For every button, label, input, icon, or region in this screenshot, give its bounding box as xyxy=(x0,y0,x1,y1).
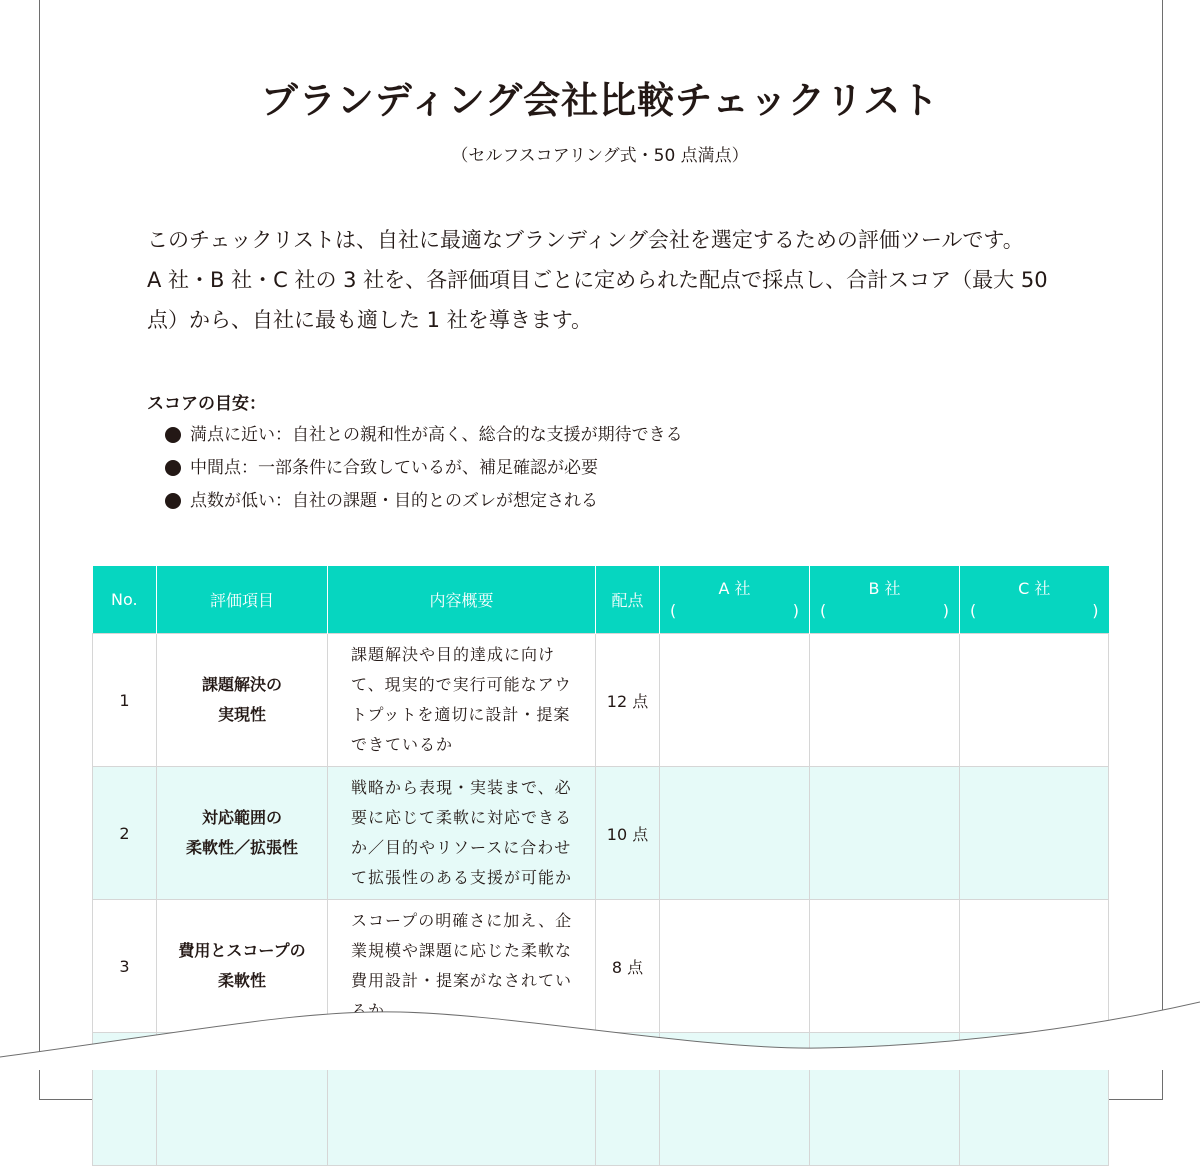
intro-line: A 社・B 社・C 社の 3 社を、各評価項目ごとに定められた配点で採点し、合計スコア（最大 50 xyxy=(147,268,1048,292)
score-cell-c[interactable] xyxy=(960,767,1109,900)
intro-text xyxy=(147,220,1067,340)
score-guide-item xyxy=(165,488,683,521)
row-item-line: 課題解決の xyxy=(201,675,282,694)
company-name-blank xyxy=(660,600,809,622)
paren-close: ) xyxy=(1092,600,1099,620)
table-row xyxy=(93,634,1109,767)
company-name-blank xyxy=(810,600,959,622)
row-number: 3 xyxy=(93,900,157,1033)
header-no: No. xyxy=(93,566,157,634)
page-title: ブランディング会社比較チェックリスト xyxy=(260,79,940,122)
intro-line: このチェックリストは、自社に最適なブランディング会社を選定するための評価ツールです。 xyxy=(147,228,1024,252)
score-guide-text: 満点に近い：自社との親和性が高く、総合的な支援が期待できる xyxy=(190,425,683,445)
header-company-a xyxy=(660,566,810,634)
company-name: A 社 xyxy=(718,578,751,598)
header-points: 配点 xyxy=(596,566,660,634)
row-item-line: 実現性 xyxy=(217,705,266,724)
paren-close: ) xyxy=(792,600,799,620)
table-header-row xyxy=(93,566,1109,634)
row-points: 8 点 xyxy=(596,900,660,1033)
page-subtitle: （セルフスコアリング式・50 点満点） xyxy=(451,146,749,166)
paren-open: ( xyxy=(670,600,677,620)
row-item-line: 柔軟性／拡張性 xyxy=(185,838,298,857)
score-cell-a[interactable] xyxy=(660,767,810,900)
score-guide-title: スコアの目安： xyxy=(147,394,266,414)
row-desc: 課題解決や目的達成に向けて、現実的で実行可能なアウトプットを適切に設計・提案できているか xyxy=(328,634,596,767)
row-points: 10 点 xyxy=(596,767,660,900)
paren-open: ( xyxy=(970,600,977,620)
bullet-dot-icon xyxy=(165,427,181,443)
score-guide-text: 中間点：一部条件に合致しているが、補足確認が必要 xyxy=(190,458,598,478)
paren-open: ( xyxy=(820,600,827,620)
score-guide-item xyxy=(165,422,683,455)
company-name-blank xyxy=(960,600,1109,622)
bullet-dot-icon xyxy=(165,493,181,509)
company-name: C 社 xyxy=(1018,578,1051,598)
intro-line: 点）から、自社に最も適した 1 社を導きます。 xyxy=(147,308,593,332)
row-item xyxy=(157,634,328,767)
header-company-c xyxy=(960,566,1109,634)
header-company-b xyxy=(810,566,960,634)
row-desc: スコープの明確さに加え、企業規模や課題に応じた柔軟な費用設計・提案がなされているか xyxy=(328,900,596,1033)
score-cell-b[interactable] xyxy=(810,634,960,767)
header-desc: 内容概要 xyxy=(328,566,596,634)
table-row xyxy=(93,767,1109,900)
company-name: B 社 xyxy=(868,578,901,598)
row-item-line: 対応範囲の xyxy=(201,808,282,827)
row-item-line: 柔軟性 xyxy=(217,971,266,990)
header-item: 評価項目 xyxy=(157,566,328,634)
page-fade-wave xyxy=(0,990,1200,1070)
score-cell-b[interactable] xyxy=(810,767,960,900)
comparison-table xyxy=(92,566,1109,1166)
row-points: 12 点 xyxy=(596,634,660,767)
row-item-line: 費用とスコープの xyxy=(178,941,306,960)
score-cell-c[interactable] xyxy=(960,634,1109,767)
bullet-dot-icon xyxy=(165,460,181,476)
row-desc: 戦略から表現・実装まで、必要に応じて柔軟に対応できるか／目的やリソースに合わせて拡張性のある支援が可能か xyxy=(328,767,596,900)
row-item xyxy=(157,767,328,900)
score-cell-a[interactable] xyxy=(660,634,810,767)
row-number: 2 xyxy=(93,767,157,900)
paren-close: ) xyxy=(942,600,949,620)
score-guide-item xyxy=(165,455,683,488)
row-number: 1 xyxy=(93,634,157,767)
score-guide-list xyxy=(165,422,683,521)
score-guide-text: 点数が低い：自社の課題・目的とのズレが想定される xyxy=(190,491,598,511)
